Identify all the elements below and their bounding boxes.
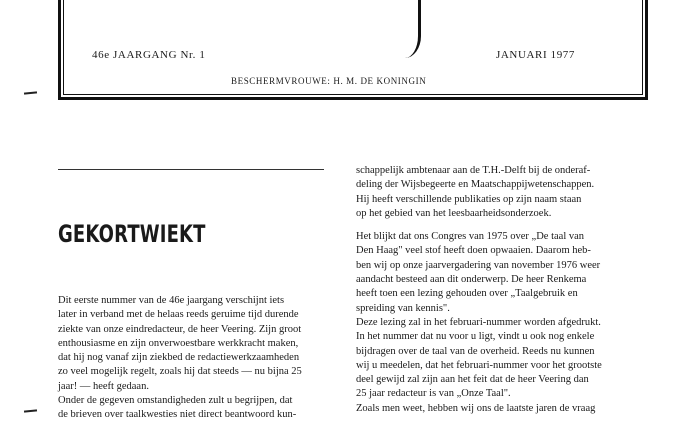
text-line: schappelijk ambtenaar aan de T.H.-Delft bij de onderaf-: [356, 165, 591, 176]
text-line: wij u meedelen, dat het februari-nummer voor het grootste: [356, 359, 602, 371]
text-line: Onder de gegeven omstandigheden zult u begrijpen, dat: [58, 395, 293, 407]
text-line: Den Haag" veel stof heeft doen opwaaien. Daarom heb-: [356, 245, 591, 257]
text-line: zo veel mogelijk regelt, zoals hij dat steeds — nu bijna 25: [58, 366, 302, 378]
text-line: aandacht besteed aan dit onderwerp. De heer Renkema: [356, 274, 587, 286]
text-line: spreiding van kennis".: [356, 302, 450, 314]
text-line: 25 jaar redacteur is van „Onze Taal".: [356, 388, 511, 400]
text-line: Zoals men weet, hebben wij ons de laatste jaren de vraag: [356, 402, 596, 414]
text-line: heeft toen een lezing gehouden over „Taalgebruik en: [356, 288, 578, 300]
text-line: enthousiasme en zijn onverwoestbare werkkracht maken,: [58, 337, 299, 349]
text-line: deling der Wijsbegeerte en Maatschappijwetenschappen.: [356, 179, 595, 191]
edition-label: 46e JAARGANG Nr. 1: [92, 49, 206, 61]
text-line: Hij heeft verschillende publikaties op zijn naam staan: [356, 193, 582, 205]
text-line: jaar! — heeft gedaan.: [58, 380, 149, 392]
margin-mark: [24, 409, 37, 412]
text-line: later in verband met de helaas reeds geruime tijd durende: [58, 309, 299, 321]
text-line: Dit eerste nummer van de 46e jaargang verschijnt iets: [58, 295, 285, 306]
text-line: Deze lezing zal in het februari-nummer worden afgedrukt.: [356, 316, 601, 328]
text-line: deel gewijd zal zijn aan het feit dat de heer Veering dan: [356, 374, 589, 386]
issue-date: JANUARI 1977: [496, 49, 576, 61]
text-line: ben wij op onze jaarvergadering van november 1976 weer: [356, 259, 601, 271]
text-line: Het blijkt dat ons Congres van 1975 over „De taal van: [356, 231, 585, 243]
margin-mark: [24, 91, 37, 94]
left-column: [58, 294, 328, 423]
text-line: ziekte van onze eindredacteur, de heer Veering. Zijn groot: [58, 323, 302, 335]
article-headline: GEKORTWIEKT: [58, 220, 206, 248]
text-line: de brieven over taalkwesties niet direct beantwoord kun-: [58, 409, 297, 421]
column-rule: [58, 169, 324, 170]
patron-line: BESCHERMVROUWE: H. M. DE KONINGIN: [231, 76, 427, 86]
text-line: bijdragen over de taal van de overheid. Reeds nu kunnen: [356, 345, 595, 357]
text-line: op het gebied van het leesbaarheidsonderzoek.: [356, 207, 552, 219]
text-line: In het nummer dat nu voor u ligt, vindt u ook nog enkele: [356, 331, 595, 343]
text-line: dat hij nog vanaf zijn ziekbed de redactiewerkzaamheden: [58, 352, 300, 364]
right-column: [356, 164, 626, 416]
